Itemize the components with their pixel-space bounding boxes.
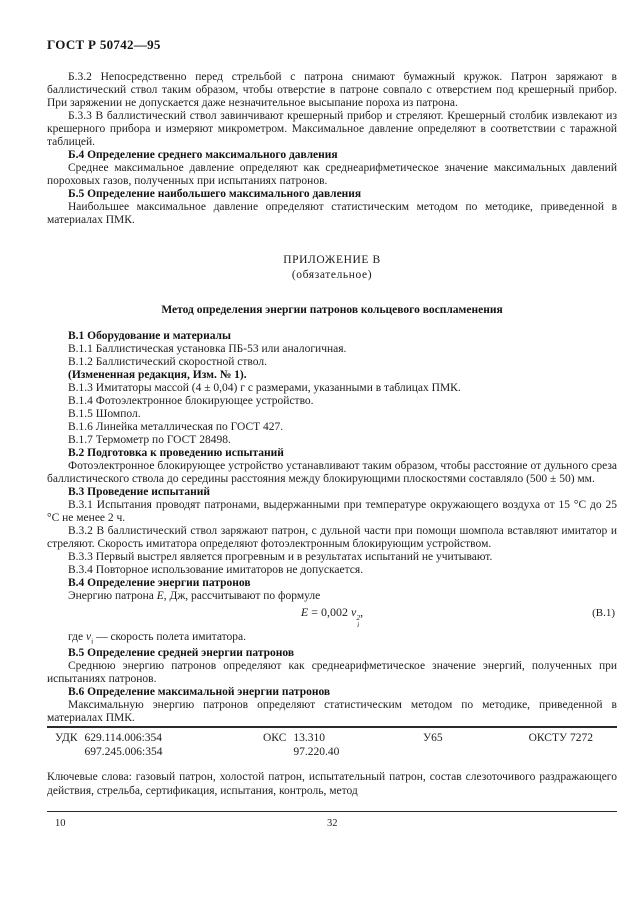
oks-values	[293, 732, 339, 759]
spacer	[47, 283, 617, 303]
paragraph: В.3.2 В баллистический ствол заряжают патрон, с дульной части при помощи шомпола вставляют имитатор и стреляют. Скорость имитатора определяют фотоэлектронным блокирующим устройством.	[47, 525, 617, 550]
footer-divider	[47, 811, 617, 812]
section-heading: В.1 Оборудование и материалы	[68, 330, 231, 342]
imprint-top-divider	[47, 726, 617, 728]
paragraph: В.1.6 Линейка металлическая по ГОСТ 427.	[68, 421, 284, 433]
paragraph: В.1.3 Имитаторы массой (4 ± 0,04) г с размерами, указанными в таблицах ПМК.	[68, 382, 461, 394]
paragraph: В.1.5 Шомпол.	[68, 408, 141, 420]
paragraph: В.1.1 Баллистическая установка ПБ-53 или аналогичная.	[68, 343, 347, 355]
udk-code-block	[47, 732, 263, 759]
appendix-label: ПРИЛОЖЕНИЕ В	[283, 254, 381, 266]
oks-code-block	[263, 732, 423, 759]
paragraph: В.1.7 Термометр по ГОСТ 28498.	[68, 434, 231, 446]
paragraph: Наибольшее максимальное давление определяют статистическим методом по методике, приведенной в материалах ПМК.	[47, 201, 617, 226]
paragraph: Среднее максимальное давление определяют как среднеарифметическое значение максимальных давлений пороховых газов, полученных при испытаниях патронов.	[47, 162, 617, 187]
udk-value-1: 629.114.006:354	[84, 732, 163, 744]
paragraph: Б.3.2 Непосредственно перед стрельбой с патрона снимают бумажный кружок. Патрон заряжают в баллистический ствол таким образом, чтобы отверстие в патроне совпало с отверстием под крешерный прибор. При заряжении не допускается даже незначительное высыпание пороха из патрона.	[47, 71, 617, 109]
paragraph: где $v_i$ — скорость полета имитатора.	[68, 630, 246, 645]
formula-expression: E = 0,002 v 2 i ,	[300, 605, 364, 629]
u-code: У65	[423, 732, 443, 744]
appendix-label: (обязательное)	[291, 269, 373, 281]
paragraph: Б.3.3 В баллистический ствол завинчивают крешерный прибор и стреляют. Крешерный столбик извлекают из крешерного прибора и измеряют микрометром. Максимальное давление определяют в соответствии с таражной таблицей.	[47, 110, 617, 148]
udk-label: УДК	[55, 732, 78, 744]
section-heading: (Измененная редакция, Изм. № 1).	[68, 369, 247, 381]
section-heading: В.4 Определение энергии патронов	[68, 577, 251, 589]
okstu-code: ОКСТУ 7272	[528, 732, 593, 744]
document-body	[47, 71, 617, 725]
oks-label: ОКС	[263, 732, 287, 744]
section-heading: В.5 Определение средней энергии патронов	[68, 646, 295, 659]
paragraph: В.1.2 Баллистический скоростной ствол.	[68, 356, 267, 368]
spacer	[47, 227, 617, 253]
paragraph: Фотоэлектронное блокирующее устройство устанавливают таким образом, чтобы расстояние от дульного среза баллистического ствола до середины расстояния между блокирующими плоскостями составляло (500 ± 50) мм.	[47, 460, 617, 485]
appendix-title: Метод определения энергии патронов кольцевого воспламенения	[161, 304, 503, 316]
paragraph: Максимальную энергию патронов определяют статистическим методом по методике, приведенной в материалах ПМК.	[47, 698, 617, 724]
oks-value-2: 97.220.40	[293, 745, 340, 758]
standard-number-header: ГОСТ Р 50742—95	[47, 37, 161, 52]
paragraph: В.3.4 Повторное использование имитаторов не допускается.	[68, 564, 364, 576]
paragraph: В.3.3 Первый выстрел является прогревным и в результатах испытаний не учитывают.	[68, 551, 493, 563]
section-heading: В.2 Подготовка к проведению испытаний	[68, 447, 284, 459]
udk-values	[85, 732, 163, 759]
udk-value-2: 697.245.006:354	[84, 745, 163, 758]
paragraph: Энергию патрона E, Дж, рассчитывают по формуле	[68, 590, 321, 602]
imprint-codes-row	[47, 732, 617, 759]
formula-number: (В.1)	[592, 607, 615, 619]
formula	[47, 606, 617, 628]
oks-value-1: 13.310	[293, 732, 325, 744]
spacer	[47, 318, 617, 330]
page-number-center: 32	[327, 818, 338, 829]
page-number-left: 10	[55, 818, 66, 829]
formula-sub-sup: 2 i	[356, 612, 361, 629]
section-heading: В.6 Определение максимальной энергии патронов	[68, 685, 331, 698]
section-heading: В.3 Проведение испытаний	[68, 486, 211, 498]
paragraph: В.1.4 Фотоэлектронное блокирующее устройство.	[68, 395, 314, 407]
keywords-paragraph: Ключевые слова: газовый патрон, холостой патрон, испытательный патрон, состав слезоточивого раздражающего действия, стрельба, сертификация, испытания, контроль, метод	[47, 771, 617, 797]
section-heading: Б.4 Определение среднего максимального давления	[68, 149, 338, 161]
section-heading: Б.5 Определение наибольшего максимального давления	[68, 188, 362, 200]
paragraph: В.3.1 Испытания проводят патронами, выдержанными при температуре окружающего воздуха от 15 °С до 25 °С не менее 2 ч.	[47, 499, 617, 524]
paragraph: Среднюю энергию патронов определяют как среднеарифметическое значение энергий, полученных при испытаниях патронов.	[47, 659, 617, 685]
